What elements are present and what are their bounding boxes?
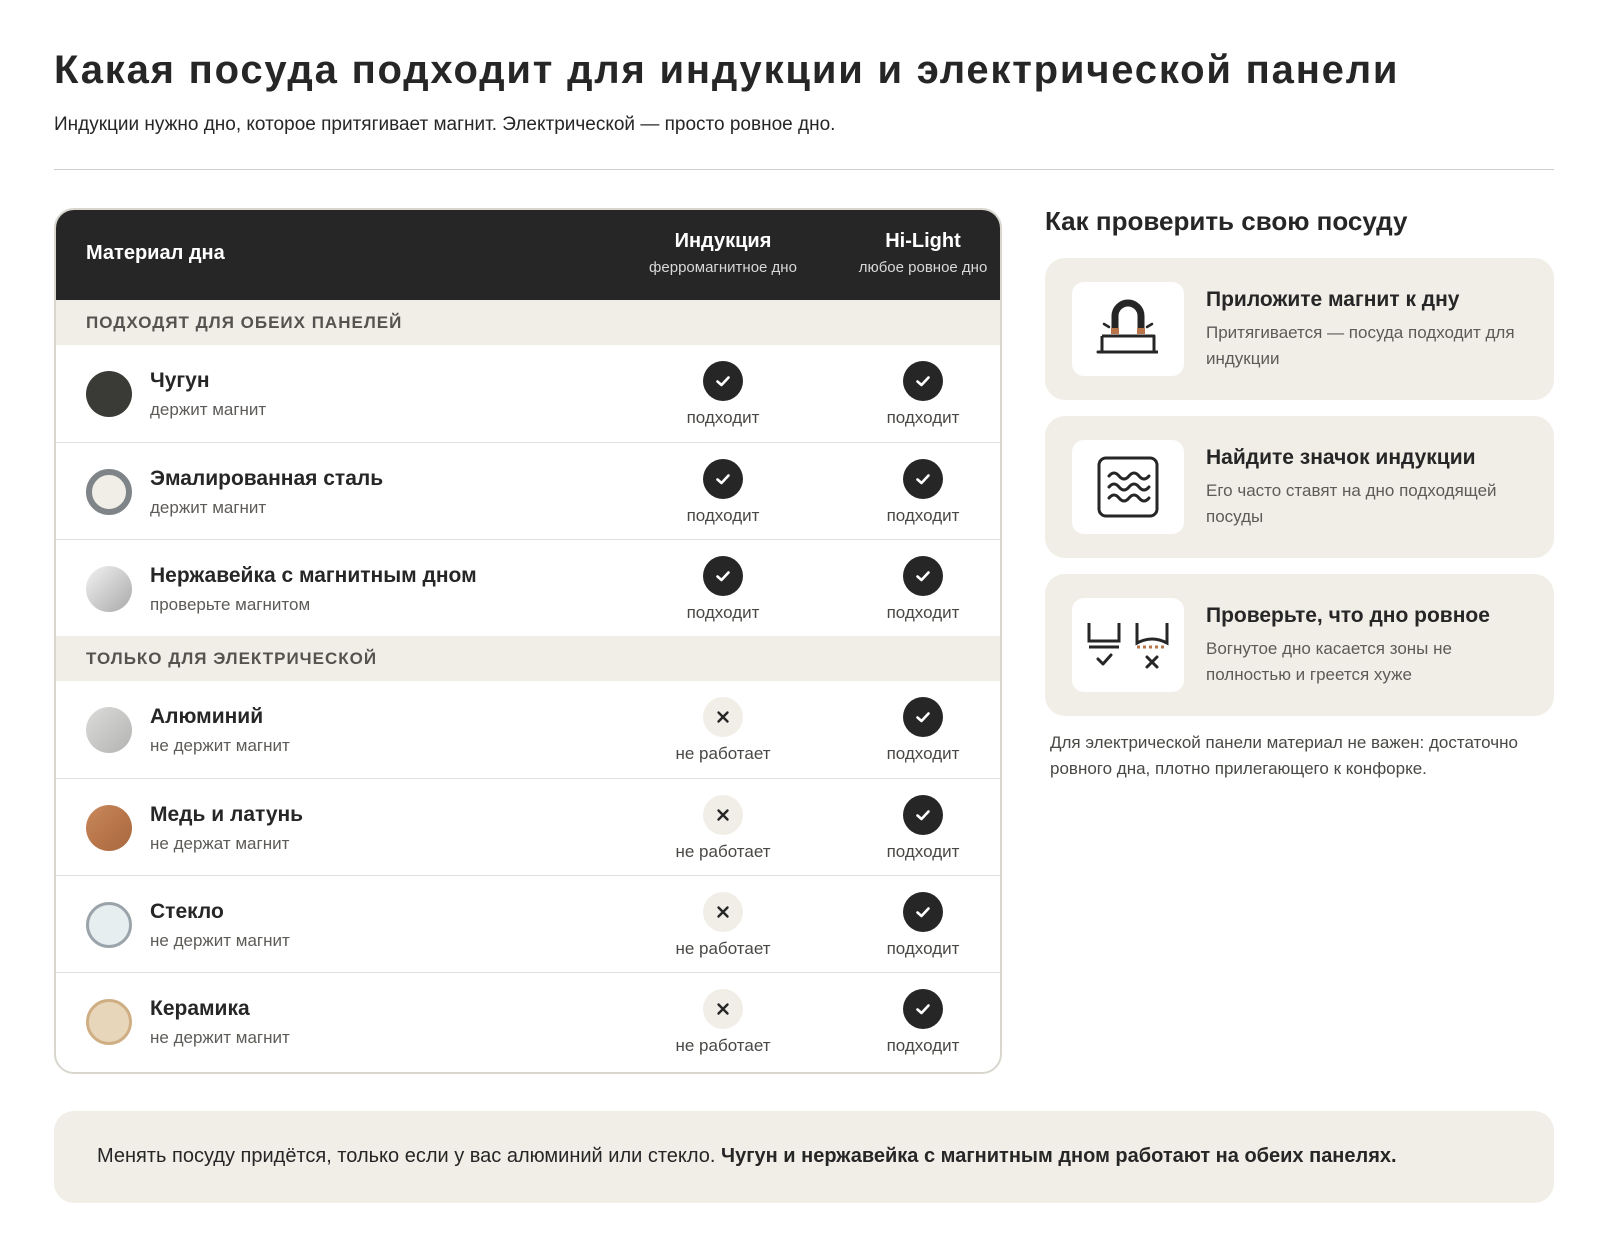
status-label: подходит [686, 506, 760, 525]
induction-cell [623, 361, 823, 428]
material-note: держит магнит [150, 498, 267, 517]
cross-icon [703, 795, 743, 835]
material-swatch-stainless [86, 566, 132, 612]
status-label: подходит [886, 603, 960, 622]
hilight-cell [823, 989, 1002, 1056]
status-label: подходит [686, 603, 760, 622]
material-swatch-copper [86, 805, 132, 851]
check-icon [703, 361, 743, 401]
status-label: не работает [675, 842, 771, 861]
material-note: не держит магнит [150, 736, 290, 755]
side-title: Как проверить свою посуду [1045, 206, 1408, 236]
status-label: не работает [675, 744, 771, 763]
check-icon [903, 892, 943, 932]
check-icon [703, 556, 743, 596]
magnet-icon [1072, 282, 1184, 376]
material-note: проверьте магнитом [150, 595, 311, 614]
induction-cell [623, 556, 823, 623]
hilight-cell [823, 556, 1002, 623]
column-header-induction-title: Индукция [674, 230, 772, 252]
induction-cell [623, 892, 823, 959]
cross-icon [703, 697, 743, 737]
table-row [56, 539, 1000, 636]
check-icon [903, 697, 943, 737]
hilight-cell [823, 697, 1002, 764]
group-label: ПОДХОДЯТ ДЛЯ ОБЕИХ ПАНЕЛЕЙ [86, 313, 403, 332]
status-label: подходит [686, 408, 760, 427]
material-name: Медь и латунь [150, 803, 304, 826]
page-title: Какая посуда подходит для индукции и электрической панели [54, 48, 1400, 92]
table-row [56, 875, 1000, 972]
material-note: не держит магнит [150, 931, 290, 950]
flat-bottom-icon [1072, 598, 1184, 692]
material-note: держит магнит [150, 400, 267, 419]
status-label: подходит [886, 842, 960, 861]
column-header-hilight [823, 230, 1002, 276]
table-row [56, 442, 1000, 539]
column-header-hilight-sub: любое ровное дно [858, 259, 988, 276]
tip-title: Проверьте, что дно ровное [1206, 604, 1490, 627]
status-label: подходит [886, 1036, 960, 1055]
material-swatch-glass [86, 902, 132, 948]
status-label: подходит [886, 939, 960, 958]
group-header [56, 636, 1000, 681]
material-name: Нержавейка с магнитным дном [150, 564, 477, 587]
tip-card-induction-symbol [1045, 416, 1554, 558]
check-icon [703, 459, 743, 499]
check-icon [903, 556, 943, 596]
bottom-note-regular: Менять посуду придётся, только если у вас алюминий или стекло. [97, 1145, 716, 1167]
group-header [56, 300, 1000, 345]
material-swatch-ceramic [86, 999, 132, 1045]
table-row [56, 345, 1000, 442]
material-note: не держит магнит [150, 1028, 290, 1047]
induction-cell [623, 795, 823, 862]
induction-cell [623, 459, 823, 526]
group-label: ТОЛЬКО ДЛЯ ЭЛЕКТРИЧЕСКОЙ [86, 649, 378, 668]
material-name: Алюминий [150, 705, 264, 728]
table-row [56, 972, 1000, 1069]
table-row [56, 681, 1000, 778]
status-label: не работает [675, 939, 771, 958]
check-icon [903, 989, 943, 1029]
check-icon [903, 361, 943, 401]
divider [54, 169, 1554, 170]
column-header-hilight-title: Hi-Light [885, 230, 961, 252]
bottom-note [54, 1111, 1554, 1203]
tip-text: Притягивается — посуда подходит для индукции [1206, 323, 1515, 368]
table-row [56, 778, 1000, 875]
tip-title: Приложите магнит к дну [1206, 288, 1460, 311]
page-subtitle: Индукции нужно дно, которое притягивает магнит. Электрической — просто ровное дно. [54, 114, 836, 135]
cross-icon [703, 989, 743, 1029]
tip-card-magnet [1045, 258, 1554, 400]
induction-cell [623, 989, 823, 1056]
material-swatch-aluminium [86, 707, 132, 753]
cross-icon [703, 892, 743, 932]
hilight-cell [823, 361, 1002, 428]
status-label: не работает [675, 1036, 771, 1055]
column-header-material: Материал дна [86, 242, 225, 264]
tip-card-flat-bottom [1045, 574, 1554, 716]
check-icon [903, 795, 943, 835]
hilight-cell [823, 892, 1002, 959]
column-header-induction [623, 230, 823, 276]
bottom-note-text [97, 1145, 1397, 1168]
material-swatch-enamel [86, 469, 132, 515]
material-name: Керамика [150, 997, 250, 1020]
status-label: подходит [886, 744, 960, 763]
material-note: не держат магнит [150, 834, 290, 853]
hilight-cell [823, 459, 1002, 526]
material-name: Стекло [150, 900, 224, 923]
tip-text: Вогнутое дно касается зоны не полностью и греется хуже [1206, 639, 1452, 684]
status-label: подходит [886, 408, 960, 427]
material-name: Эмалированная сталь [150, 467, 384, 490]
material-name: Чугун [150, 369, 210, 392]
side-note: Для электрической панели материал не важен: достаточно ровного дна, плотно прилегающего к конфорке. [1050, 733, 1518, 778]
tip-title: Найдите значок индукции [1206, 446, 1476, 469]
material-swatch-cast-iron [86, 371, 132, 417]
table-header [56, 210, 1000, 300]
bottom-note-bold: Чугун и нержавейка с магнитным дном работают на обеих панелях. [721, 1145, 1397, 1167]
induction-cell [623, 697, 823, 764]
compatibility-table [54, 208, 1002, 1074]
check-icon [903, 459, 943, 499]
column-header-induction-sub: ферромагнитное дно [649, 259, 797, 276]
tip-text: Его часто ставят на дно подходящей посуды [1206, 481, 1497, 526]
induction-symbol-icon [1072, 440, 1184, 534]
status-label: подходит [886, 506, 960, 525]
hilight-cell [823, 795, 1002, 862]
